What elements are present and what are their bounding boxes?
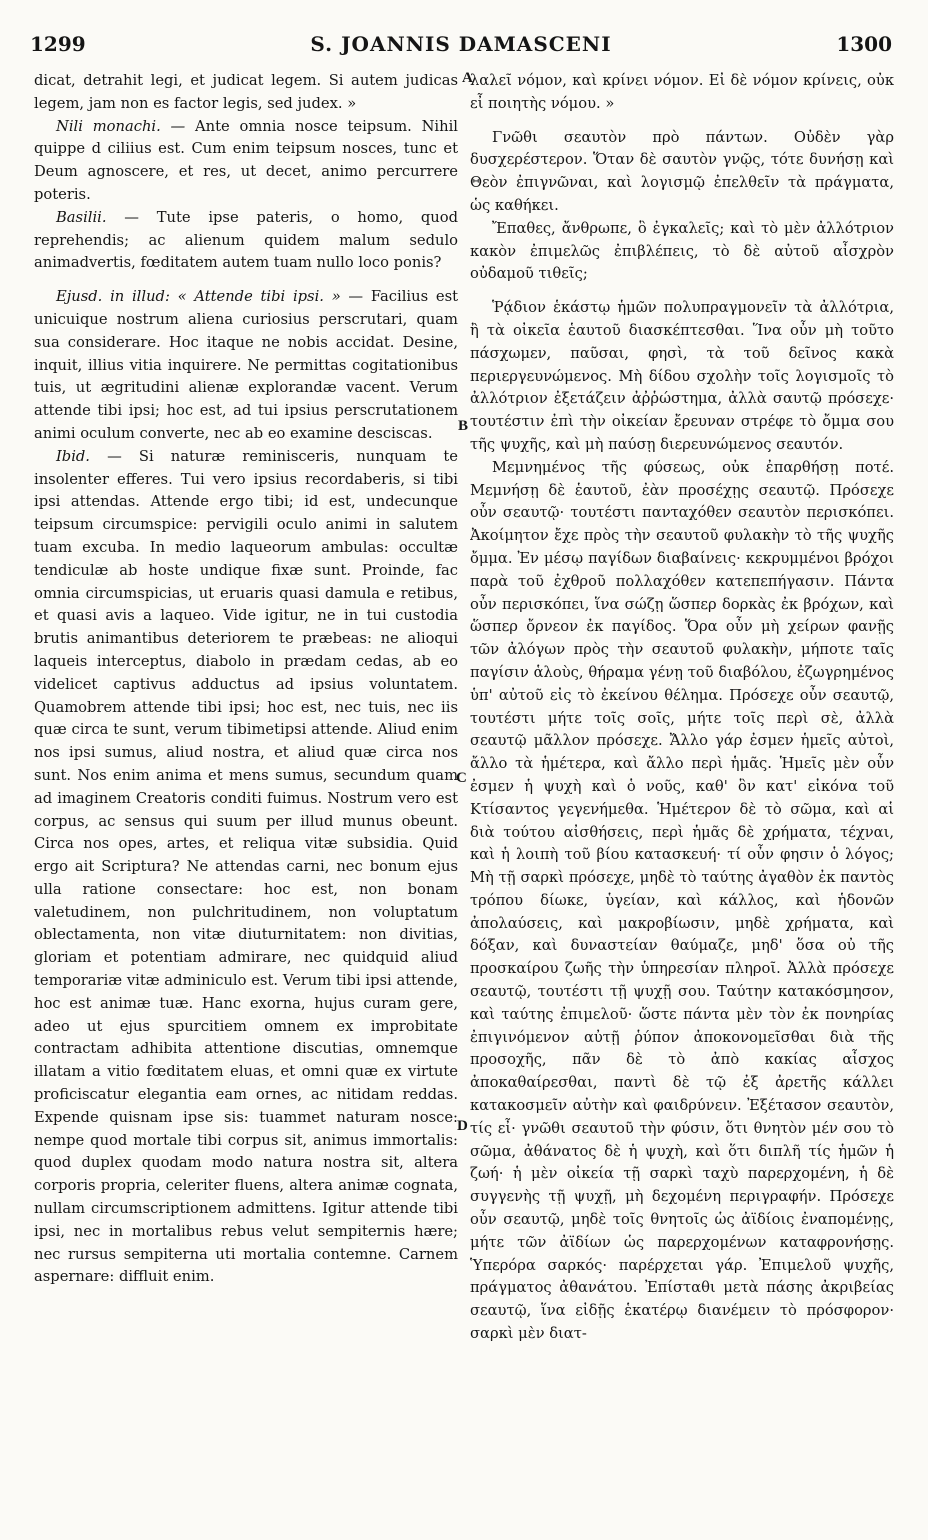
- latin-text-attende: — Facilius est unicuique nostrum aliena curiosius perscrutari, quam sua considerare. Hoc itaque ne nobis accidat. Desine, inquit, illius vitia inquirere. Ne permittas cogitationibus tuis, ut ægritudini alienæ explorandæ vacent. Verum attende tibi ipsi; hoc est, ad tui ipsius perscrutationem animi oculum converte, nec ab eo examine desciscas.: [34, 288, 458, 442]
- margin-letter-b: B: [458, 418, 469, 434]
- latin-label-attende: Ejusd. in illud: « Attende tibi ipsi. »: [56, 288, 341, 306]
- latin-paragraph-nilus: [34, 116, 458, 207]
- greek-paragraph-ibid: Μεμνημένος τῆς φύσεως, οὐκ ἐπαρθήσῃ ποτέ. Μεμνήσῃ δὲ ἑαυτοῦ, ἐὰν προσέχῃς σεαυτῷ. Πρόσεχε οὖν σεαυτῷ· τουτέστι πανταχόθεν σεαυτὸν περισκόπει. Ἀκοίμητον ἔχε πρὸς τὴν σεαυτοῦ φυλακὴν τὸ τῆς ψυχῆς ὄμμα. Ἐν μέσῳ παγίδων διαβαίνεις· κεκρυμμένοι βρόχοι παρὰ τοῦ ἐχθροῦ πολλαχόθεν κατεπεπήγασιν. Πάντα οὖν περισκόπει, ἵνα σώζῃ ὥσπερ δορκὰς ἐκ βρόχων, καὶ ὥσπερ ὄρνεον ἐκ παγίδος. Ὅρα οὖν μὴ χείρων φανῇς τῶν ἀλόγων πρὸς τὴν σεαυτοῦ φυλακὴν, μήποτε ταῖς παγίσιν ἁλοὺς, θήραμα γένῃ τοῦ διαβόλου, ἐζωγρημένος ὑπ' αὐτοῦ εἰς τὸ ἐκείνου θέλημα. Πρόσεχε οὖν σεαυτῷ, τουτέστι μήτε τοῖς σοῖς, μήτε τοῖς περὶ σὲ, ἀλλὰ σεαυτῷ μᾶλλον πρόσεχε. Ἄλλο γάρ ἐσμεν ἡμεῖς αὐτοὶ, ἄλλο τὰ ἡμέτερα, καὶ ἄλλο περὶ ἡμᾶς. Ἡμεῖς μὲν οὖν ἐσμεν ἡ ψυχὴ καὶ ὁ νοῦς, καθ' ὃν κατ' εἰκόνα τοῦ Κτίσαντος γεγενήμεθα. Ἡμέτερον δὲ τὸ σῶμα, καὶ αἱ διὰ τούτου αἰσθήσεις, περὶ ἡμᾶς δὲ χρήματα, τέχναι, καὶ ἡ λοιπὴ τοῦ βίου κατασκευή· τί οὖν φησιν ὁ λόγος; Μὴ τῇ σαρκὶ πρόσεχε, μηδὲ τὸ ταύτης ἀγαθὸν ἐκ παντὸς τρόπου δίωκε, ὑγείαν, καὶ κάλλος, καὶ ἡδονῶν ἀπολαύσεις, καὶ μακροβίωσιν, μηδὲ χρήματα, καὶ δόξαν, καὶ δυναστείαν θαύμαζε, μηδ' ὅσα οὐ τῆς προσκαίρου ζωῆς τὴν ὑπηρεσίαν πληροῖ. Ἀλλὰ πρόσεχε σεαυτῷ, τουτέστι τῇ ψυχῇ σου. Ταύτην κατακόσμησον, καὶ ταύτης ἐπιμελοῦ· ὥστε πάντα μὲν τὸν ἐκ πονηρίας ἐπιγινόμενον αὐτῇ ῥύπον ἀποκονομεῖσθαι διὰ τῆς προσοχῆς, πᾶν δὲ τὸ ἀπὸ κακίας αἶσχος ἀποκαθαίρεσθαι, παντὶ δὲ τῷ ἐξ ἀρετῆς κάλλει κατακοσμεῖν αὐτὴν καὶ φαιδρύνειν. Ἐξέτασον σεαυτὸν, τίς εἶ· γνῶθι σεαυτοῦ τὴν φύσιν, ὅτι θνητὸν μέν σου τὸ σῶμα, ἀθάνατος δὲ ἡ ψυχὴ, καὶ ὅτι διπλῆ τίς ἡμῶν ἡ ζωή· ἡ μὲν οἰκεία τῇ σαρκὶ ταχὺ παρερχομένη, ἡ δὲ συγγενὴς τῇ ψυχῇ, μὴ δεχομένη περιγραφήν. Πρόσεχε οὖν σεαυτῷ, μηδὲ τοῖς θνητοῖς ὡς ἀϊδίοις ἐναπομένῃς, μήτε τῶν ἀϊδίων ὡς παρερχομένων καταφρονήσῃς. Ὑπερόρα σαρκός· παρέρχεται γάρ. Ἐπιμελοῦ ψυχῆς, πράγματος ἀθανάτου. Ἐπίσταθι μετὰ πάσης ἀκριβείας σεαυτῷ, ἵνα εἰδῇς ἑκατέρῳ διανέμειν τὸ πρόσφορον· σαρκὶ μὲν διατ-: [470, 458, 894, 1343]
- latin-label-nilus: Nili monachi. —: [56, 117, 186, 135]
- latin-paragraph-basil: [34, 207, 458, 275]
- latin-text-ibid: — Si naturæ reminisceris, nunquam te insolenter efferes. Tui vero ipsius recordaberis, si tibi ipsi attendas. Attende ergo tibi; id est, undecunque teipsum circumspice: pervigili oculo animi in salutem tuam excuba. In medio laqueorum ambulas: occultæ tendiculæ ab hoste undique fixæ sunt. Proinde, fac omnia circumspicias, ut eruaris quasi damula e retibus, et quasi avis a laqueo. Vide igitur, ne in tui custodia brutis animantibus deteriorem te præbeas: ne alioqui laqueis interceptus, diabolo in prædam cedas, ab eo videlicet captivus adductus ad ipsius voluntatem. Quamobrem attende tibi ipsi; hoc est, nec tuis, nec iis quæ circa te sunt, verum tibimetipsi attende. Aliud enim nos ipsi sumus, aliud nostra, et aliud quæ circa nos sunt. Nos enim anima et mens sumus, secundum quam ad imaginem Creatoris conditi fuimus. Nostrum vero est corpus, ac sensus qui suum per illud munus obeunt. Circa nos opes, artes, et reliqua vitæ subsidia. Quid ergo ait Scriptura? Ne attendas carni, nec bonum ejus ulla ratione consectare: hoc est, non bonam valetudinem, non pulchritudinem, non voluptatum oblectamenta, non vitæ diuturnitatem: non divitias, gloriam et potentiam admirare, nec quidquid aliud temporariæ vitæ adminiculo est. Verum tibi ipsi attende, hoc est animæ tuæ. Hanc exorna, hujus curam gere, adeo ut ejus spurcitiem omnem ex improbitate contractam adhibita attentione discutias, omnemque illatam a vitio fœditatem eluas, et omni quæ ex virtute proficiscatur elegantia eam ornes, ac nitidam reddas. Expende quisnam ipse sis: tuammet naturam nosce: nempe quod mortale tibi corpus sit, animus immortalis: quod duplex quodam modo natura nostra sit, altera corporis propria, celeriter fluens, altera animæ cognata, nullam circumscriptionem admittens. Igitur attende tibi ipsi, nec in mortalibus rebus velut sempiternis hære; nec rursus sempiterna uti mortalia contemne. Carnem aspernare: diffluit enim.: [34, 447, 458, 1286]
- greek-paragraph-nilus: Γνῶθι σεαυτὸν πρὸ πάντων. Οὐδὲν γὰρ δυσχερέστερον. Ὅταν δὲ σαυτὸν γνῷς, τότε δυνήσῃ καὶ Θεὸν ἐπιγνῶναι, καὶ λογισμῷ ἐπελθεῖν τὰ πράγματα, ὡς καθήκει.: [470, 128, 894, 214]
- latin-paragraph-0: dicat, detrahit legi, et judicat legem. Si autem judicas legem, jam non es factor legis, sed judex. »: [34, 72, 458, 112]
- page-header: [30, 32, 892, 62]
- latin-column: [34, 70, 458, 1535]
- latin-label-basil: Basilii.: [56, 208, 107, 226]
- running-title: S. JOANNIS DAMASCENI: [310, 32, 612, 56]
- latin-label-ibid: Ibid.: [56, 447, 90, 465]
- greek-paragraph-basil: Ἔπαθες, ἄνθρωπε, ὃ ἐγκαλεῖς; καὶ τὸ μὲν ἀλλότριον κακὸν ἐπιμελῶς ἐπιβλέπεις, τὸ δὲ αὐτοῦ αἶσχρὸν οὐδαμοῦ τιθεῖς;: [470, 219, 894, 283]
- page-number-left: 1299: [30, 32, 86, 56]
- greek-paragraph-attende: Ῥᾴδιον ἑκάστῳ ἡμῶν πολυπραγμονεῖν τὰ ἀλλότρια, ἢ τὰ οἰκεῖα ἑαυτοῦ διασκέπτεσθαι. Ἵνα οὖν μὴ τοῦτο πάσχωμεν, παῦσαι, φησὶ, τὰ τοῦ δεῖνος κακὰ περιεργευνώμενος. Μὴ δίδου σχολὴν τοῖς λογισμοῖς τὸ ἀλλότριον ἐξετάζειν ἀῤῥώστημα, ἀλλὰ σαυτῷ πρόσεχε· τουτέστιν ἐπὶ τὴν οἰκείαν ἔρευναν στρέφε τὸ ὄμμα σου τῆς ψυχῆς, καὶ μὴ παύσῃ διερευνώμενος σεαυτόν.: [470, 299, 894, 453]
- margin-letter-c: C: [456, 770, 467, 786]
- latin-text-nilus: Ante omnia nosce teipsum. Nihil quippe d ciliius est. Cum enim teipsum nosces, tunc et Deum agnoscere, et res, ut decet, animo percurrere poteris.: [34, 117, 458, 203]
- margin-letter-a: A: [462, 70, 473, 86]
- latin-paragraph-attende: [34, 286, 458, 446]
- greek-column: [470, 70, 894, 1535]
- page-number-right: 1300: [836, 32, 892, 56]
- greek-paragraph-0: λαλεῖ νόμον, καὶ κρίνει νόμον. Εἰ δὲ νόμον κρίνεις, οὐκ εἶ ποιητὴς νόμου. »: [470, 72, 894, 112]
- latin-paragraph-ibid: [34, 446, 458, 1289]
- latin-text-basil: — Tute ipse pateris, o homo, quod reprehendis; ac alienum quidem malum sedulo animadvertis, fœditatem autem tuam nullo loco ponis?: [34, 208, 458, 272]
- margin-letter-d: D: [457, 1118, 468, 1134]
